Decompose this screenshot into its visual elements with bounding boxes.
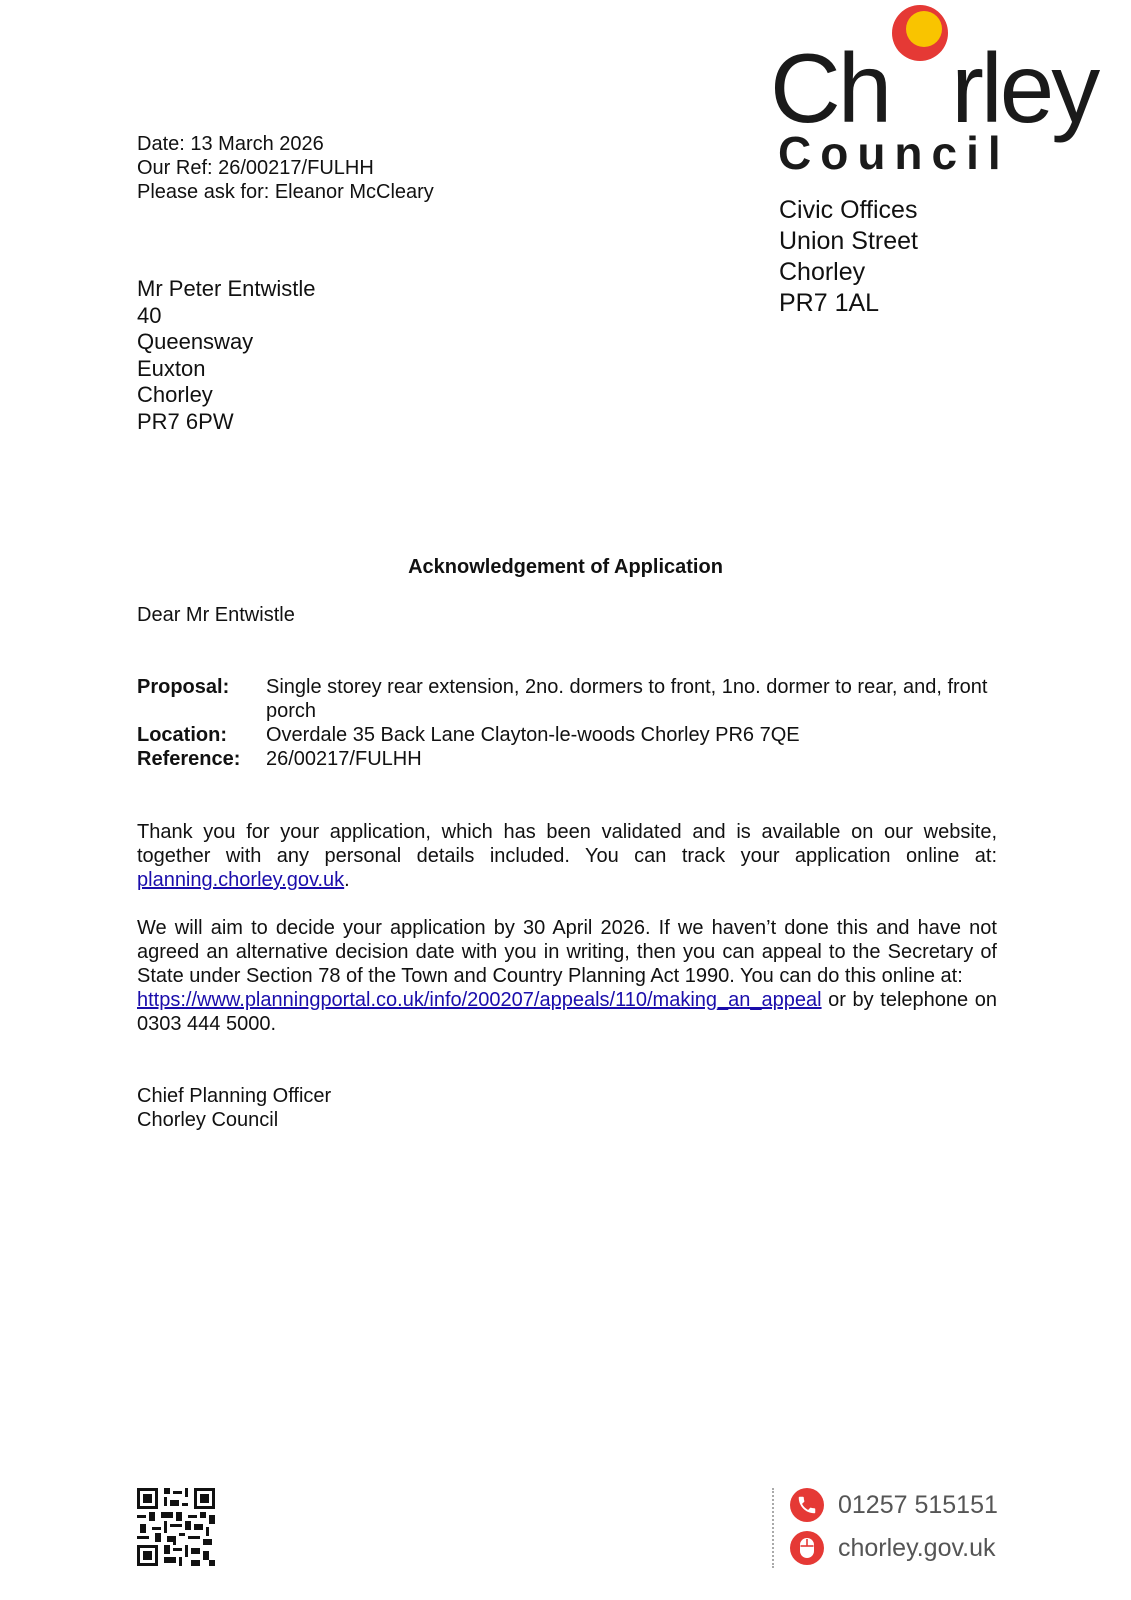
footer-phone xyxy=(790,1488,998,1522)
paragraph-text: . xyxy=(344,869,350,891)
recipient-address xyxy=(137,276,316,435)
logo-o-icon xyxy=(889,56,951,122)
paragraph-text: or by telephone on 0303 444 5000. xyxy=(137,989,997,1035)
detail-label: Proposal: xyxy=(137,676,230,698)
appeal-link[interactable]: https://www.planningportal.co.uk/info/200207/appeals/110/making_an_appeal xyxy=(137,989,822,1011)
chorley-council-logo xyxy=(770,33,1100,179)
paragraph-text: Thank you for your application, which has been validated and is available on our website, together with any personal details included. You can track your application online at: xyxy=(137,821,997,867)
detail-row xyxy=(137,675,997,723)
logo-word-start: Ch xyxy=(770,33,890,143)
letter-heading: Acknowledgement of Application xyxy=(408,556,723,578)
detail-value: Overdale 35 Back Lane Clayton-le-woods Chorley PR6 7QE xyxy=(266,724,800,746)
detail-label: Reference: xyxy=(137,748,241,770)
footer-divider xyxy=(772,1488,774,1568)
body-paragraph-tracking xyxy=(137,820,997,892)
signoff-line: Chorley Council xyxy=(137,1109,279,1131)
recipient-line: Mr Peter Entwistle xyxy=(137,276,316,301)
detail-label: Location: xyxy=(137,724,227,746)
signoff xyxy=(137,1084,331,1132)
detail-value: 26/00217/FULHH xyxy=(266,748,422,770)
qr-code-icon xyxy=(137,1488,215,1566)
salutation: Dear Mr Entwistle xyxy=(137,604,295,626)
recipient-line: Queensway xyxy=(137,329,254,354)
logo-council-text: Council xyxy=(778,127,1010,179)
recipient-line: PR7 6PW xyxy=(137,408,234,434)
recipient-line: 40 xyxy=(137,302,162,328)
footer-website xyxy=(790,1531,995,1565)
reference-line: Our Ref: 26/00217/FULHH xyxy=(137,157,374,179)
body-paragraph-appeal xyxy=(137,916,997,1036)
phone-number: 01257 515151 xyxy=(838,1490,998,1519)
letter-meta xyxy=(137,132,434,204)
phone-icon xyxy=(790,1488,824,1522)
office-line: PR7 1AL xyxy=(779,289,880,317)
mouse-icon xyxy=(790,1531,824,1565)
office-line: Civic Offices xyxy=(779,196,918,224)
date-line: Date: 13 March 2026 xyxy=(137,133,324,155)
detail-row xyxy=(137,723,997,747)
detail-value: Single storey rear extension, 2no. dormers to front, 1no. dormer to rear, and, front porch xyxy=(266,676,988,722)
contact-person-line: Please ask for: Eleanor McCleary xyxy=(137,181,434,203)
application-details xyxy=(137,675,997,771)
logo-word-end: rley xyxy=(951,33,1098,143)
website-url: chorley.gov.uk xyxy=(838,1533,996,1562)
council-address xyxy=(779,195,918,319)
planning-portal-link[interactable]: planning.chorley.gov.uk xyxy=(137,869,345,891)
recipient-line: Chorley xyxy=(137,382,213,407)
signoff-line: Chief Planning Officer xyxy=(137,1085,332,1107)
paragraph-text: We will aim to decide your application by 30 April 2026. If we haven’t done this and have not agreed an alternative decision date with you in writing, then you can appeal to the Secretary of State under Section 78 of the Town and Country Planning Act 1990. You can do this online at: xyxy=(137,917,997,987)
detail-row xyxy=(137,747,997,771)
logo-wordmark xyxy=(770,33,1098,143)
office-line: Union Street xyxy=(779,227,918,255)
office-line: Chorley xyxy=(779,258,866,286)
recipient-line: Euxton xyxy=(137,355,206,381)
